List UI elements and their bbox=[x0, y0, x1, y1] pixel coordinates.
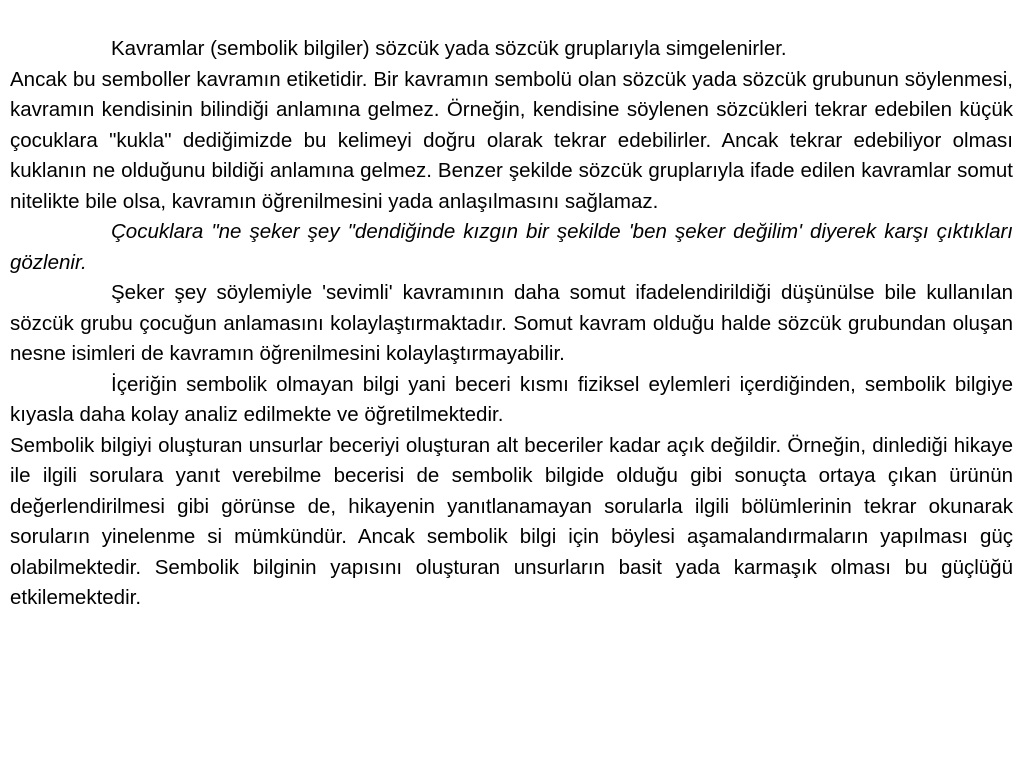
paragraph-3-italic-example: Çocuklara "ne şeker şey "dendiğinde kızgın bir şekilde 'ben şeker değilim' diyerek karşı çıktıkları gözlenir. bbox=[10, 220, 1013, 274]
document-body bbox=[10, 34, 1013, 614]
paragraph-5: İçeriğin sembolik olmayan bilgi yani beceri kısmı fiziksel eylemleri içerdiğinden, sembolik bilgiye kıyasla daha kolay analiz edilmekte ve öğretilmektedir. bbox=[10, 372, 1013, 426]
paragraph-6: Sembolik bilgiyi oluşturan unsurlar beceriyi oluşturan alt beceriler kadar açık değildir. Örneğin, dinlediği hikaye ile ilgili sorulara yanıt verebilme becerisi de sembolik bilgide olduğu gibi sonuçta ortaya çıkan ürünün değerlendirilmesi gibi görünse de, hikayenin yanıtlanamayan sorularla ilgili bölümlerinin tekrar okunarak soruların yinelenme si mümkündür. Ancak sembolik bilgi için böylesi aşamalandırmaların yapılması güç olabilmektedir. Sembolik bilginin yapısını oluşturan unsurların basit yada karmaşık olması bu güçlüğü etkilemektedir. bbox=[10, 433, 1013, 609]
paragraph-2: Ancak bu semboller kavramın etiketidir. Bir kavramın sembolü olan sözcük yada sözcük grubunun söylenmesi, kavramın kendisinin bilindiği anlamına gelmez. Örneğin, kendisine söylenen sözcükleri tekrar edebilen küçük çocuklara "kukla" dediğimizde bu kelimeyi doğru olarak tekrar edebilirler. Ancak tekrar edebiliyor olması kuklanın ne olduğunu bildiği anlamına gelmez. Benzer şekilde sözcük gruplarıyla ifade edilen kavramlar somut nitelikte bile olsa, kavramın öğrenilmesini yada anlaşılmasını sağlamaz. bbox=[10, 67, 1013, 213]
paragraph-4: Şeker şey söylemiyle 'sevimli' kavramının daha somut ifadelendirildiği düşünülse bile kullanılan sözcük grubu çocuğun anlamasını kolaylaştırmaktadır. Somut kavram olduğu halde sözcük grubundan oluşan nesne isimleri de kavramın öğrenilmesini kolaylaştırmayabilir. bbox=[10, 281, 1013, 365]
paragraph-1: Kavramlar (sembolik bilgiler) sözcük yada sözcük gruplarıyla simgelenirler. bbox=[111, 37, 787, 60]
